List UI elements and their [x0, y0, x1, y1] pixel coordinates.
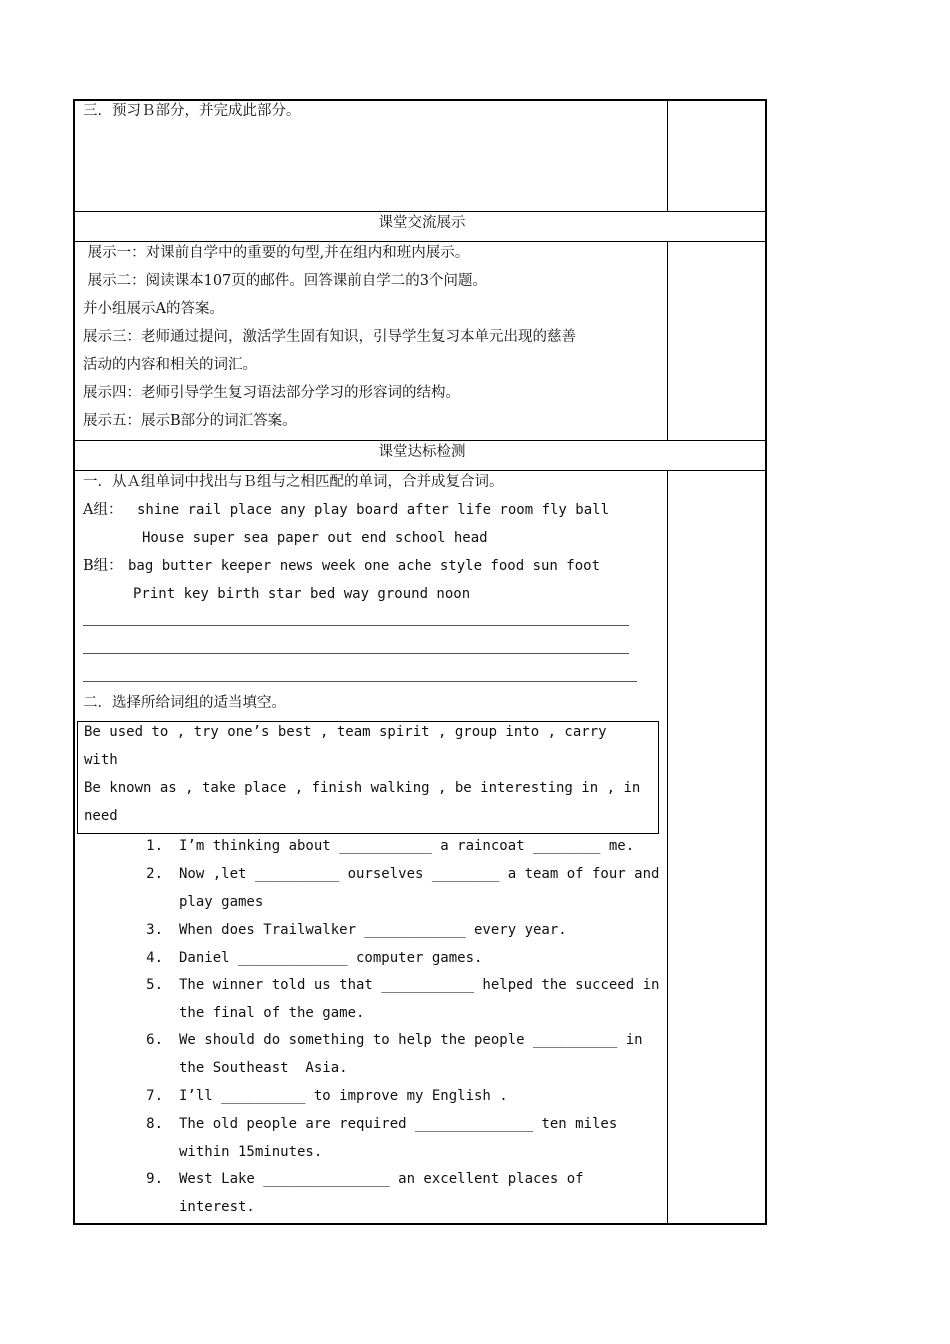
section-header-exchange: 课堂交流展示 [378, 215, 466, 231]
question-number: 4. [146, 950, 163, 966]
groupB-label: B组： [83, 558, 123, 574]
row-divider [75, 211, 765, 212]
column-divider-bottom [667, 471, 668, 1225]
column-divider-top [667, 101, 668, 211]
answer-line[interactable] [83, 681, 637, 682]
row-divider [75, 241, 765, 242]
question-text: When does Trailwalker ____________ every year. [179, 922, 567, 938]
exchange-line: 活动的内容和相关的词汇。 [83, 357, 257, 373]
question-text-cont: the final of the game. [179, 1005, 365, 1021]
exchange-line: 展示二：阅读课本107页的邮件。回答课前自学二的3个问题。 [83, 273, 488, 289]
groupA-words-line2: House super sea paper out end school head [142, 530, 488, 546]
question-number: 8. [146, 1116, 163, 1132]
answer-line[interactable] [83, 653, 629, 654]
row-divider [75, 470, 765, 471]
exchange-line: 并小组展示A的答案。 [83, 301, 224, 317]
groupA-words-line1: shine rail place any play board after life room fly ball [137, 502, 610, 518]
question-text: I’m thinking about ___________ a raincoat ________ me. [179, 838, 635, 854]
exchange-line: 展示三：老师通过提问，激活学生固有知识，引导学生复习本单元出现的慈善 [83, 329, 576, 345]
question-number: 1. [146, 838, 163, 854]
exchange-line: 展示一：对课前自学中的重要的句型,并在组内和班内展示。 [83, 245, 470, 261]
groupB-words-line1: bag butter keeper news week one ache style food sun foot [128, 558, 601, 574]
part2-title: 二．选择所给词组的适当填空。 [83, 695, 286, 711]
part1-title: 一．从Ａ组单词中找出与Ｂ组与之相匹配的单词，合并成复合词。 [83, 474, 504, 490]
question-text-cont: play games [179, 894, 264, 910]
question-text: The winner told us that ___________ helped the succeed in [179, 977, 660, 993]
question-text: I’ll __________ to improve my English . [179, 1088, 508, 1104]
question-number: 2. [146, 866, 163, 882]
phrase-line: need [84, 808, 118, 824]
section-header-test: 课堂达标检测 [378, 444, 466, 460]
exchange-line: 展示四：老师引导学生复习语法部分学习的形容词的结构。 [83, 385, 460, 401]
exchange-line: 展示五：展示B部分的词汇答案。 [83, 413, 297, 429]
question-text-cont: the Southeast Asia. [179, 1060, 348, 1076]
question-number: 7. [146, 1088, 163, 1104]
section3-text: 三．预习Ｂ部分，并完成此部分。 [83, 103, 301, 119]
phrase-line: Be used to , try one’s best , team spirit , group into , carry [84, 724, 607, 740]
question-text-cont: interest. [179, 1199, 255, 1215]
row-divider [75, 440, 765, 441]
question-text: Daniel _____________ computer games. [179, 950, 483, 966]
groupB-words-line2: Print key birth star bed way ground noon [133, 586, 471, 602]
question-number: 9. [146, 1171, 163, 1187]
phrase-line: Be known as , take place , finish walking , be interesting in , in [84, 780, 641, 796]
phrase-line: with [84, 752, 118, 768]
question-text: We should do something to help the people __________ in [179, 1032, 643, 1048]
question-number: 6. [146, 1032, 163, 1048]
lesson-table [73, 99, 767, 1225]
question-text: The old people are required ______________ ten miles [179, 1116, 618, 1132]
column-divider-mid [667, 242, 668, 440]
answer-line[interactable] [83, 625, 629, 626]
question-text: West Lake _______________ an excellent places of [179, 1171, 584, 1187]
question-number: 5. [146, 977, 163, 993]
question-text: Now ,let __________ ourselves ________ a team of four and [179, 866, 660, 882]
groupA-label: A组： [83, 502, 123, 518]
question-text-cont: within 15minutes. [179, 1144, 323, 1160]
question-number: 3. [146, 922, 163, 938]
phrase-box [77, 721, 659, 834]
